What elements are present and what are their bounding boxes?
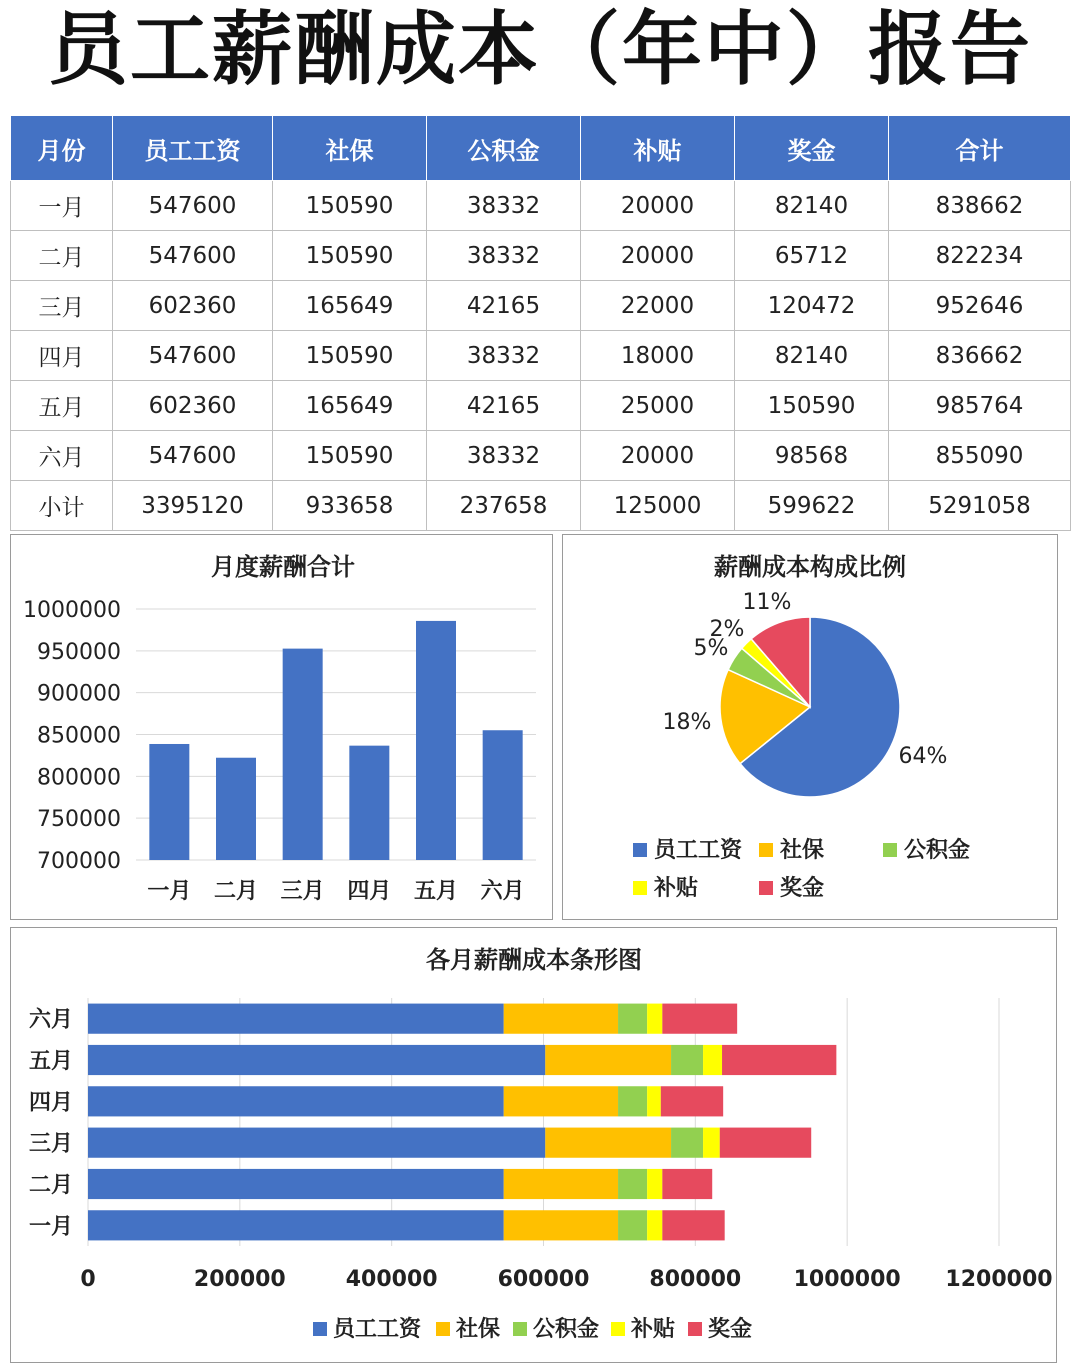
x-tick-label: 三月 xyxy=(280,879,325,904)
y-tick-label: 五月 xyxy=(28,1049,73,1074)
y-tick-label: 1000000 xyxy=(23,598,121,623)
legend-label: 补贴 xyxy=(654,876,699,901)
pie-percent-label: 2% xyxy=(709,617,745,642)
table-cell: 150590 xyxy=(735,381,889,431)
x-tick-label: 600000 xyxy=(497,1267,590,1292)
hbar-chart-title: 各月薪酬成本条形图 xyxy=(426,946,642,974)
header-total: 合计 xyxy=(889,116,1071,181)
x-tick-label: 1000000 xyxy=(793,1267,901,1292)
y-tick-label: 800000 xyxy=(37,765,121,791)
y-tick-label: 六月 xyxy=(28,1007,73,1033)
pie-percent-label: 64% xyxy=(898,744,948,769)
stacked-bar-segment xyxy=(647,1169,662,1199)
stacked-bar-segment xyxy=(504,1169,618,1199)
table-cell: 933658 xyxy=(273,481,427,531)
table-cell: 42165 xyxy=(427,381,581,431)
table-cell: 547600 xyxy=(113,181,273,231)
table-cell: 25000 xyxy=(581,381,735,431)
legend-label: 奖金 xyxy=(780,876,825,901)
legend-swatch xyxy=(513,1322,527,1336)
table-cell: 三月 xyxy=(11,281,113,331)
x-tick-label: 五月 xyxy=(413,879,459,904)
bar-chart-title: 月度薪酬合计 xyxy=(211,553,355,581)
stacked-bar-segment xyxy=(662,1169,712,1199)
table-cell: 22000 xyxy=(581,281,735,331)
table-cell: 952646 xyxy=(889,281,1071,331)
y-tick-label: 三月 xyxy=(28,1131,73,1157)
table-row xyxy=(11,181,1071,231)
y-tick-label: 四月 xyxy=(28,1090,73,1116)
stacked-bar-segment xyxy=(661,1086,723,1116)
table-cell: 599622 xyxy=(735,481,889,531)
y-tick-label: 900000 xyxy=(37,681,121,707)
table-cell: 20000 xyxy=(581,181,735,231)
table-cell: 602360 xyxy=(113,281,273,331)
table-cell: 一月 xyxy=(11,181,113,231)
table-cell: 38332 xyxy=(427,231,581,281)
bar xyxy=(483,730,523,860)
header-housing-fund: 公积金 xyxy=(427,116,581,181)
stacked-bar-segment xyxy=(647,1086,661,1116)
x-tick-label: 400000 xyxy=(345,1267,438,1292)
legend-label: 员工工资 xyxy=(333,1317,422,1342)
stacked-bar-segment xyxy=(722,1045,836,1075)
stacked-bar-segment xyxy=(88,1004,504,1034)
table-cell: 98568 xyxy=(735,431,889,481)
y-tick-label: 750000 xyxy=(37,807,121,833)
legend-label: 社保 xyxy=(456,1317,501,1342)
header-salary: 员工工资 xyxy=(113,116,273,181)
bar xyxy=(283,649,323,860)
y-tick-label: 700000 xyxy=(37,849,121,874)
pie-percent-label: 11% xyxy=(742,590,792,615)
header-social-security: 社保 xyxy=(273,116,427,181)
table-cell: 38332 xyxy=(427,181,581,231)
stacked-bar-segment xyxy=(504,1004,618,1034)
stacked-bar-segment xyxy=(504,1210,618,1240)
stacked-bar-segment xyxy=(703,1045,722,1075)
table-subtotal-row xyxy=(11,481,1071,531)
table-cell: 38332 xyxy=(427,431,581,481)
x-tick-label: 200000 xyxy=(193,1267,286,1292)
stacked-bar-segment xyxy=(618,1210,647,1240)
table-cell: 237658 xyxy=(427,481,581,531)
stacked-bar-segment xyxy=(671,1128,703,1158)
table-cell: 150590 xyxy=(273,331,427,381)
monthly-total-chart-panel xyxy=(10,534,553,920)
x-tick-label: 六月 xyxy=(480,879,525,904)
stacked-bar-segment xyxy=(662,1210,724,1240)
legend-label: 公积金 xyxy=(904,838,971,863)
composition-pie-chart xyxy=(563,535,1056,918)
monthly-total-bar-chart xyxy=(11,535,551,918)
table-cell: 82140 xyxy=(735,181,889,231)
table-cell: 六月 xyxy=(11,431,113,481)
stacked-bar-segment xyxy=(88,1086,504,1116)
bar xyxy=(349,746,389,860)
stacked-bar-segment xyxy=(671,1045,703,1075)
table-row xyxy=(11,231,1071,281)
table-cell: 5291058 xyxy=(889,481,1071,531)
legend-swatch xyxy=(633,881,647,895)
table-cell: 985764 xyxy=(889,381,1071,431)
stacked-bar-segment xyxy=(662,1004,737,1034)
header-allowance: 补贴 xyxy=(581,116,735,181)
table-row xyxy=(11,331,1071,381)
legend-label: 社保 xyxy=(780,838,825,863)
table-cell: 836662 xyxy=(889,331,1071,381)
legend-swatch xyxy=(436,1322,450,1336)
stacked-bar-segment xyxy=(545,1045,671,1075)
stacked-bar-segment xyxy=(703,1128,720,1158)
legend-swatch xyxy=(883,843,897,857)
table-cell: 855090 xyxy=(889,431,1071,481)
table-cell: 20000 xyxy=(581,231,735,281)
bar xyxy=(216,758,256,860)
table-row xyxy=(11,281,1071,331)
stacked-bar-segment xyxy=(88,1210,504,1240)
stacked-bar-segment xyxy=(88,1045,545,1075)
bar xyxy=(416,621,456,860)
stacked-horizontal-bar-chart xyxy=(11,928,1055,1361)
table-cell: 65712 xyxy=(735,231,889,281)
y-tick-label: 850000 xyxy=(37,723,121,749)
x-tick-label: 一月 xyxy=(147,879,192,904)
legend-label: 奖金 xyxy=(708,1317,753,1342)
stacked-bar-segment xyxy=(647,1004,662,1034)
x-tick-label: 四月 xyxy=(347,879,392,904)
table-cell: 165649 xyxy=(273,281,427,331)
table-cell: 547600 xyxy=(113,231,273,281)
table-cell: 150590 xyxy=(273,231,427,281)
stacked-bar-segment xyxy=(504,1086,618,1116)
legend-label: 补贴 xyxy=(631,1317,676,1342)
table-cell: 547600 xyxy=(113,431,273,481)
x-tick-label: 1200000 xyxy=(945,1267,1053,1292)
table-cell: 822234 xyxy=(889,231,1071,281)
stacked-bar-segment xyxy=(618,1086,647,1116)
stacked-bar-segment xyxy=(720,1128,811,1158)
stacked-bar-segment xyxy=(647,1210,662,1240)
legend-label: 员工工资 xyxy=(654,838,743,863)
x-tick-label: 二月 xyxy=(213,879,259,904)
legend-swatch xyxy=(313,1322,327,1336)
table-cell: 五月 xyxy=(11,381,113,431)
stacked-bar-segment xyxy=(618,1004,647,1034)
legend-label: 公积金 xyxy=(533,1317,600,1342)
table-cell: 42165 xyxy=(427,281,581,331)
table-cell: 82140 xyxy=(735,331,889,381)
pie-percent-label: 18% xyxy=(662,710,712,735)
table-cell: 602360 xyxy=(113,381,273,431)
header-month: 月份 xyxy=(11,116,113,181)
stacked-bar-segment xyxy=(88,1128,545,1158)
composition-chart-panel xyxy=(562,534,1058,920)
table-cell: 38332 xyxy=(427,331,581,381)
legend-swatch xyxy=(688,1322,702,1336)
stacked-bar-segment xyxy=(545,1128,671,1158)
table-cell: 838662 xyxy=(889,181,1071,231)
page-title: 员工薪酬成本（年中）报告 xyxy=(48,3,1032,96)
legend-swatch xyxy=(759,843,773,857)
bar xyxy=(149,744,189,860)
table-cell: 二月 xyxy=(11,231,113,281)
legend-swatch xyxy=(759,881,773,895)
x-tick-label: 0 xyxy=(80,1267,96,1292)
y-tick-label: 950000 xyxy=(37,639,121,665)
salary-table xyxy=(10,115,1071,531)
stacked-bar-segment xyxy=(618,1169,647,1199)
table-cell: 125000 xyxy=(581,481,735,531)
table-cell: 165649 xyxy=(273,381,427,431)
table-cell: 四月 xyxy=(11,331,113,381)
x-tick-label: 800000 xyxy=(649,1267,742,1292)
table-cell: 20000 xyxy=(581,431,735,481)
table-cell: 3395120 xyxy=(113,481,273,531)
table-cell: 18000 xyxy=(581,331,735,381)
table-row xyxy=(11,431,1071,481)
y-tick-label: 二月 xyxy=(28,1173,73,1198)
table-cell: 150590 xyxy=(273,431,427,481)
table-row xyxy=(11,381,1071,431)
table-cell: 547600 xyxy=(113,331,273,381)
y-tick-label: 一月 xyxy=(28,1214,73,1240)
table-header-row xyxy=(11,116,1071,181)
pie-chart-title: 薪酬成本构成比例 xyxy=(714,553,906,581)
legend-swatch xyxy=(633,843,647,857)
table-cell: 150590 xyxy=(273,181,427,231)
pie-percent-label: 5% xyxy=(693,636,729,661)
stacked-bar-chart-panel xyxy=(10,927,1057,1363)
legend-swatch xyxy=(611,1322,625,1336)
table-cell: 小计 xyxy=(11,481,113,531)
header-bonus: 奖金 xyxy=(735,116,889,181)
table-cell: 120472 xyxy=(735,281,889,331)
stacked-bar-segment xyxy=(88,1169,504,1199)
